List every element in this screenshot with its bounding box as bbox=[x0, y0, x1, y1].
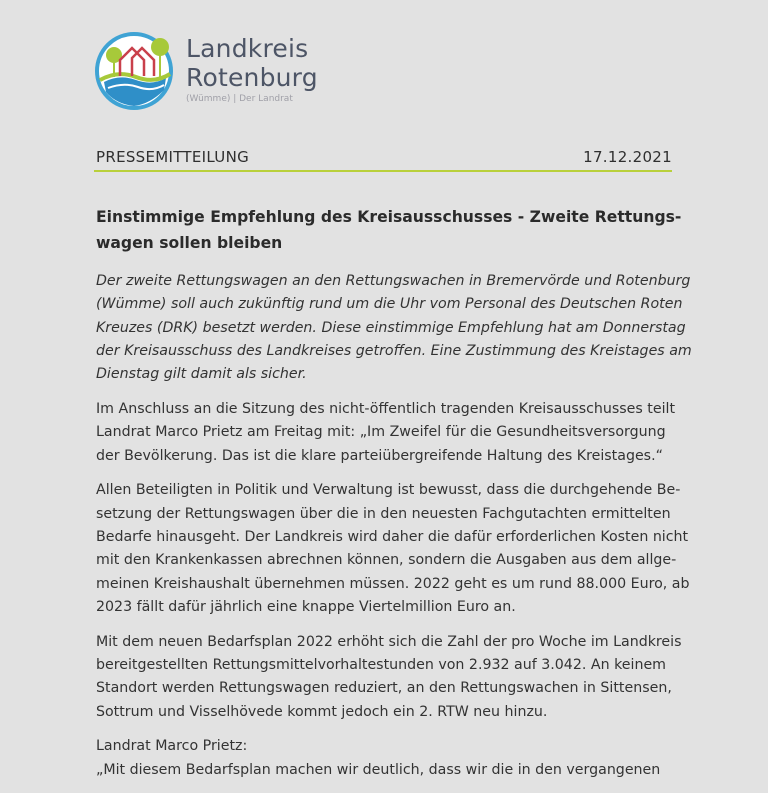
logo-line-2: Rotenburg bbox=[186, 63, 318, 92]
headline bbox=[96, 204, 682, 256]
lead-paragraph bbox=[96, 270, 692, 386]
logo-line-1: Landkreis bbox=[186, 34, 309, 63]
text-line: Dienstag gilt damit als sicher. bbox=[96, 366, 307, 383]
headline-line: Einstimmige Empfehlung des Kreisausschusses - Zweite Rettungs- bbox=[96, 208, 682, 226]
logo-wordmark bbox=[186, 34, 318, 104]
text-line: Kreuzes (DRK) besetzt werden. Diese einstimmige Empfehlung hat am Donnerstag bbox=[96, 319, 686, 336]
text-line: Landrat Marco Prietz am Freitag mit: „Im Zweifel für die Gesundheitsversorgung bbox=[96, 424, 666, 441]
text-line: mit den Krankenkassen abrechnen können, sondern die Ausgaben aus dem allge- bbox=[96, 552, 677, 569]
press-date: 17.12.2021 bbox=[583, 148, 672, 166]
text-line: (Wümme) soll auch zukünftig rund um die Uhr vom Personal des Deutschen Roten bbox=[96, 296, 683, 313]
paragraph bbox=[96, 398, 676, 468]
paragraph bbox=[96, 631, 682, 724]
logo-subline: (Wümme) | Der Landrat bbox=[186, 94, 293, 104]
text-line: Allen Beteiligten in Politik und Verwaltung ist bewusst, dass die durchgehende Be- bbox=[96, 482, 681, 499]
text-line: Landrat Marco Prietz: bbox=[96, 738, 248, 755]
text-line: bereitgestellten Rettungsmittelvorhaltestunden von 2.932 auf 3.042. An keinem bbox=[96, 656, 667, 673]
text-line: Standort werden Rettungswagen reduziert, an den Rettungswachen in Sittensen, bbox=[96, 680, 672, 697]
text-line: „Mit diesem Bedarfsplan machen wir deutlich, dass wir die in den vergangenen bbox=[96, 761, 661, 778]
text-line: 2023 fällt dafür jährlich eine knappe Viertelmillion Euro an. bbox=[96, 598, 516, 615]
text-line: der Kreisausschuss des Landkreises getroffen. Eine Zustimmung des Kreistages am bbox=[96, 342, 692, 359]
press-header bbox=[96, 148, 672, 166]
article-body bbox=[96, 270, 692, 793]
headline-line: wagen sollen bleiben bbox=[96, 234, 283, 252]
text-line: Bedarfe hinausgeht. Der Landkreis wird daher die dafür erforderlichen Kosten nicht bbox=[96, 528, 689, 545]
press-label: PRESSEMITTEILUNG bbox=[96, 148, 250, 166]
paragraph bbox=[96, 735, 676, 782]
text-line: Mit dem neuen Bedarfsplan 2022 erhöht sich die Zahl der pro Woche im Landkreis bbox=[96, 633, 682, 650]
text-line: setzung der Rettungswagen über die in den neuesten Fachgutachten ermittelten bbox=[96, 505, 671, 522]
paragraph bbox=[96, 479, 690, 619]
text-line: Im Anschluss an die Sitzung des nicht-öffentlich tragenden Kreisausschusses teilt bbox=[96, 400, 676, 417]
text-line: Der zweite Rettungswagen an den Rettungswachen in Bremervörde und Rotenburg bbox=[96, 273, 691, 289]
text-line: der Bevölkerung. Das ist die klare parteiübergreifende Haltung des Kreistages.“ bbox=[96, 447, 663, 464]
text-line: Sottrum und Visselhövede kommt jedoch ein 2. RTW neu hinzu. bbox=[96, 703, 548, 720]
header-divider bbox=[94, 170, 672, 172]
text-line: meinen Kreishaushalt übernehmen müssen. 2022 geht es um rund 88.000 Euro, ab bbox=[96, 575, 690, 592]
